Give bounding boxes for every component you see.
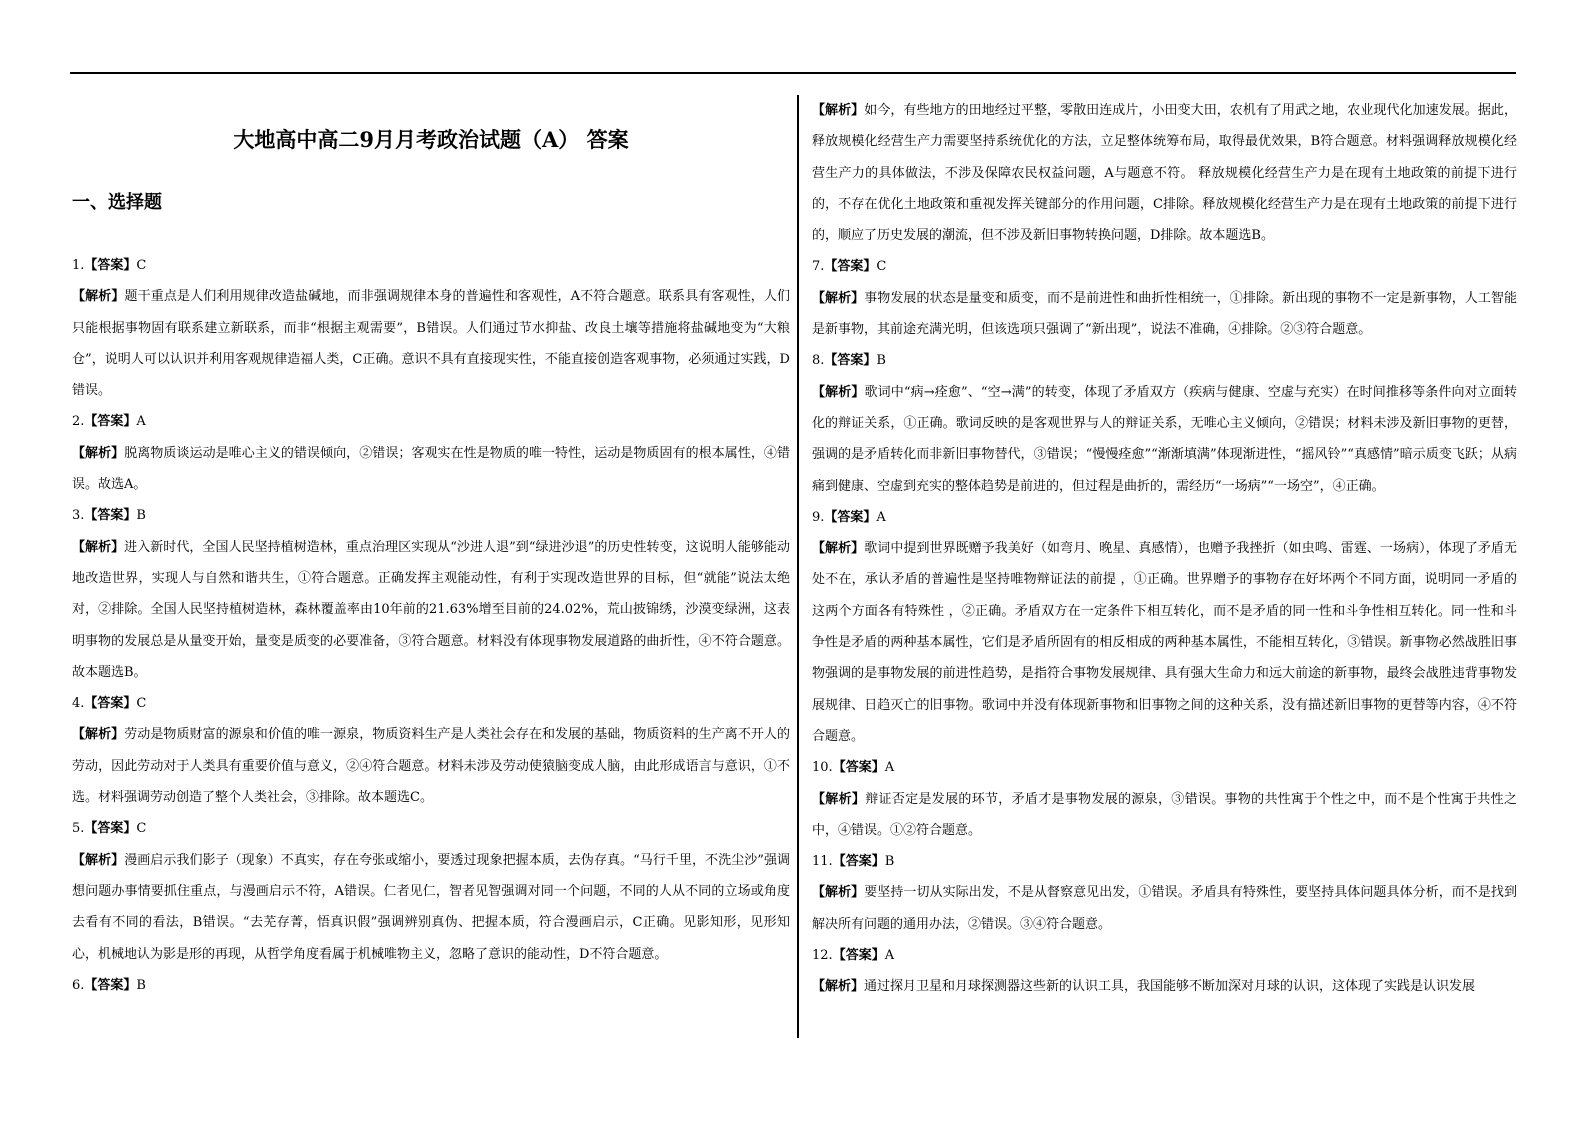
question-number: 7. — [812, 259, 825, 275]
answer-value: B — [876, 353, 886, 369]
analysis-continued — [812, 95, 1517, 251]
answer-line — [72, 970, 790, 1001]
question-number: 11. — [812, 854, 833, 870]
analysis-tag: 【解析】 — [812, 541, 865, 557]
analysis-text: 进入新时代，全国人民坚持植树造林，重点治理区实现从“沙进人退”到“绿进沙退”的历史性转变，这说明人能够能动地改造世界，实现人与自然和谐共生，①符合题意。正确发挥主观能动性，有利于实现改造世界的目标，但“就能”说法太绝对，②排除。全国人民坚持植树造林，森林覆盖率由10年前的21.63%增至目前的24.02%，荒山披锦绣，沙漠变绿洲，这表明事物的发展总是从量变开始，量变是质变的必要准备，③符合题意。材料没有体现事物发展道路的曲折性，④不符合题意。故本题选B。 — [72, 539, 790, 680]
section-heading: 一、选择题 — [72, 192, 162, 213]
answer-tag: 【答案】 — [84, 258, 137, 273]
analysis-tag: 【解析】 — [812, 103, 865, 118]
answer-line — [812, 752, 1517, 783]
answer-line — [812, 345, 1517, 376]
header-rule — [70, 72, 1516, 74]
analysis-paragraph — [72, 719, 790, 813]
answer-value: C — [876, 259, 887, 275]
answer-value: B — [136, 508, 146, 524]
question-number: 12. — [812, 948, 833, 964]
right-question-list — [812, 251, 1517, 1002]
analysis-paragraph — [812, 283, 1517, 346]
answer-line — [812, 502, 1517, 533]
question-number: 1. — [72, 258, 85, 273]
answer-value: C — [136, 696, 147, 712]
analysis-paragraph — [72, 281, 790, 406]
answer-value: A — [884, 948, 895, 964]
analysis-paragraph — [812, 377, 1517, 502]
right-column — [812, 95, 1517, 1003]
answer-tag: 【答案】 — [84, 414, 137, 430]
answer-line — [72, 500, 790, 531]
analysis-paragraph — [72, 845, 790, 970]
answer-value: B — [136, 977, 146, 993]
answer-value: C — [136, 821, 147, 837]
analysis-text: 如今，有些地方的田地经过平整，零散田连成片，小田变大田，农机有了用武之地，农业现代化加速发展。据此，释放规模化经营生产力需要坚持系统优化的方法，立足整体统筹布局，取得最优效果，B符合题意。材料强调释放规模化经营生产力的具体做法，不涉及保障农民权益问题，A与题意不符。 释放规模化经营生产力是在现有土地政策的前提下进行的，不存在优化土地政策和重视发挥关键部分的作用问题，C排除。释放规模化经营生产力是在现有土地政策的前提下进行的，顺应了历史发展的潮流，但不涉及新旧事物转换问题，D排除。故本题选B。 — [812, 103, 1517, 244]
answer-tag: 【答案】 — [832, 760, 885, 776]
question-number: 6. — [72, 977, 85, 993]
analysis-tag: 【解析】 — [812, 885, 865, 901]
document-title: 大地高中高二9月月考政治试题（A） 答案 — [233, 127, 629, 152]
answer-tag: 【答案】 — [84, 821, 137, 837]
answer-tag: 【答案】 — [84, 508, 137, 524]
answer-line — [72, 406, 790, 437]
question-number: 9. — [812, 509, 825, 525]
answer-line — [72, 250, 790, 281]
analysis-paragraph — [812, 784, 1517, 847]
answer-tag: 【答案】 — [824, 509, 877, 525]
answer-tag: 【答案】 — [84, 696, 137, 712]
analysis-text: 劳动是物质财富的源泉和价值的唯一源泉，物质资料生产是人类社会存在和发展的基础，物质资料的生产离不开人的劳动，因此劳动对于人类具有重要价值与意义，②④符合题意。材料未涉及劳动使猿脑变成人脑，由此形成语言与意识，①不选。材料强调劳动创造了整个人类社会，③排除。故本题选C。 — [72, 727, 790, 806]
analysis-text: 事物发展的状态是量变和质变，而不是前进性和曲折性相统一，①排除。新出现的事物不一定是新事物，人工智能是新事物，其前途充满光明，但该选项只强调了“新出现”，说法不准确，④排除。②③符合题意。 — [812, 290, 1517, 338]
analysis-tag: 【解析】 — [812, 979, 865, 995]
question-number: 8. — [812, 353, 825, 369]
answer-tag: 【答案】 — [84, 977, 137, 993]
analysis-paragraph — [812, 971, 1517, 1002]
analysis-text: 漫画启示我们影子（现象）不真实，存在夸张或缩小，要透过现象把握本质，去伪存真。“马行千里，不洗尘沙”强调想问题办事情要抓住重点，与漫画启示不符，A错误。仁者见仁，智者见智强调对同一个问题，不同的人从不同的立场或角度去看有不同的看法，B错误。“去芜存菁，悟真识假”强调辨别真伪、把握本质，符合漫画启示，C正确。见影知形，见形知心，机械地认为影是形的再现，从哲学角度看属于机械唯物主义，忽略了意识的能动性，D不符合题意。 — [72, 852, 790, 962]
answer-value: B — [884, 854, 895, 870]
question-number: 4. — [72, 696, 85, 712]
analysis-tag: 【解析】 — [72, 727, 125, 743]
analysis-text: 脱离物质谈运动是唯心主义的错误倾向，②错误；客观实在性是物质的唯一特性，运动是物质固有的根本属性，④错误。故选A。 — [72, 445, 790, 493]
question-number: 5. — [72, 821, 85, 837]
analysis-paragraph — [72, 438, 790, 501]
answer-tag: 【答案】 — [824, 259, 877, 275]
analysis-tag: 【解析】 — [812, 384, 865, 400]
analysis-text: 辩证否定是发展的环节，矛盾才是事物发展的源泉，③错误。事物的共性寓于个性之中，而不是个性寓于共性之中，④错误。①②符合题意。 — [812, 791, 1517, 838]
analysis-paragraph — [812, 533, 1517, 752]
analysis-text: 通过探月卫星和月球探测器这些新的认识工具，我国能够不断加深对月球的认识，这体现了实践是认识发展 — [864, 979, 1476, 995]
question-number: 3. — [72, 508, 85, 524]
analysis-tag: 【解析】 — [72, 289, 125, 305]
left-question-list — [72, 250, 790, 1001]
answer-line — [72, 813, 790, 844]
question-number: 2. — [72, 414, 85, 430]
column-divider — [797, 95, 799, 1038]
analysis-paragraph — [812, 877, 1517, 940]
answer-line — [812, 940, 1517, 971]
analysis-tag: 【解析】 — [72, 445, 125, 461]
answer-value: A — [884, 760, 895, 776]
analysis-paragraph — [72, 532, 790, 688]
answer-tag: 【答案】 — [832, 948, 885, 964]
analysis-tag: 【解析】 — [812, 290, 865, 306]
analysis-text: 歌词中“病→痊愈”、“空→满”的转变，体现了矛盾双方（疾病与健康、空虚与充实）在时间推移等条件向对立面转化的辩证关系，①正确。歌词反映的是客观世界与人的辩证关系，无唯心主义倾向，②错误；材料未涉及新旧事物的更替，强调的是矛盾转化而非新旧事物替代，③错误；“慢慢痊愈”“渐渐填满”体现渐进性，“摇风铃”“真感情”暗示质变飞跃；从病痛到健康、空虚到充实的整体趋势是前进的，但过程是曲折的，需经历“一场病”“一场空”，④正确。 — [812, 384, 1517, 494]
question-number: 10. — [812, 760, 833, 776]
answer-value: A — [136, 414, 146, 430]
answer-line — [812, 846, 1517, 877]
analysis-tag: 【解析】 — [812, 791, 866, 807]
analysis-tag: 【解析】 — [72, 539, 125, 555]
answer-tag: 【答案】 — [824, 353, 877, 369]
answer-value: C — [136, 258, 147, 273]
answer-line — [72, 688, 790, 719]
answer-value: A — [876, 509, 886, 525]
answer-line — [812, 251, 1517, 282]
analysis-text: 歌词中提到世界既赠予我美好（如弯月、晚星、真感情），也赠予我挫折（如虫鸣、雷霆、一场病），体现了矛盾无处不在，承认矛盾的普遍性是坚持唯物辩证法的前提 ，①正确。世界赠予的事物存在好坏两个不同方面，说明同一矛盾的这两个方面各有特殊性 ，②正确。矛盾双方在一定条件下相互转化，而不是矛盾的同一性和斗争性相互转化。同一性和斗争性是矛盾的两种基本属性，它们是矛盾所固有的相反相成的两种基本属性，不能相互转化，③错误。新事物必然战胜旧事物强调的是事物发展的前进性趋势，是指符合事物发展规律、具有强大生命力和远大前途的新事物，最终会战胜违背事物发展规律、日趋灭亡的旧事物。歌词中并没有体现新事物和旧事物之间的这种关系，没有描述新旧事物的更替等内容，④不符合题意。 — [812, 541, 1517, 744]
answer-tag: 【答案】 — [832, 854, 885, 870]
analysis-text: 题干重点是人们利用规律改造盐碱地，而非强调规律本身的普遍性和客观性，A不符合题意。联系具有客观性，人们只能根据事物固有联系建立新联系，而非“根据主观需要”，B错误。人们通过节水抑盐、改良土壤等措施将盐碱地变为“大粮仓”，说明人可以认识并利用客观规律造福人类，C正确。意识不具有直接现实性，不能直接创造客观事物，必须通过实践，D错误。 — [72, 289, 790, 399]
analysis-tag: 【解析】 — [72, 852, 125, 868]
analysis-text: 要坚持一切从实际出发，不是从督察意见出发，①错误。矛盾具有特殊性，要坚持具体问题具体分析，而不是找到解决所有问题的通用办法，②错误。③④符合题意。 — [812, 885, 1517, 932]
